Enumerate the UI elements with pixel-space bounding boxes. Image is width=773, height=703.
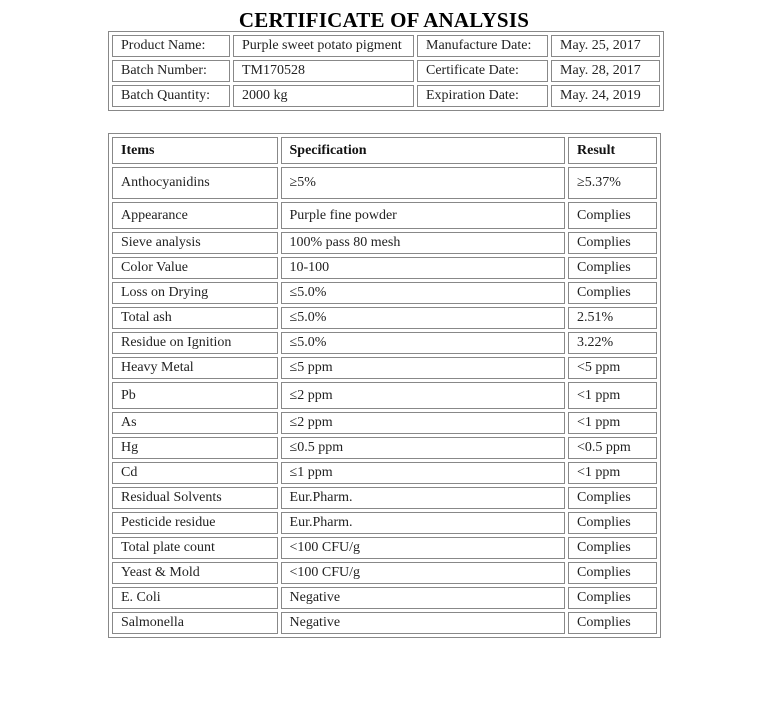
table-row bbox=[112, 412, 657, 434]
table-row bbox=[112, 282, 657, 304]
item-cell: Color Value bbox=[112, 257, 278, 279]
spec-cell: <100 CFU/g bbox=[281, 537, 566, 559]
item-cell: Residue on Ignition bbox=[112, 332, 278, 354]
spec-cell: ≤2 ppm bbox=[281, 412, 566, 434]
item-cell: Anthocyanidins bbox=[112, 167, 278, 199]
spec-cell: ≥5% bbox=[281, 167, 566, 199]
spec-cell: Negative bbox=[281, 612, 566, 634]
item-cell: Appearance bbox=[112, 202, 278, 229]
manufacture-date-label: Manufacture Date: bbox=[417, 35, 548, 57]
table-row bbox=[112, 232, 657, 254]
batch-quantity-label: Batch Quantity: bbox=[112, 85, 230, 107]
table-row bbox=[112, 462, 657, 484]
spec-cell: ≤5.0% bbox=[281, 307, 566, 329]
product-info-table bbox=[108, 31, 664, 111]
header-result: Result bbox=[568, 137, 657, 164]
result-cell: Complies bbox=[568, 257, 657, 279]
info-row bbox=[112, 35, 660, 57]
expiration-date-label: Expiration Date: bbox=[417, 85, 548, 107]
table-row bbox=[112, 587, 657, 609]
result-cell: Complies bbox=[568, 512, 657, 534]
result-cell: Complies bbox=[568, 537, 657, 559]
manufacture-date-value: May. 25, 2017 bbox=[551, 35, 660, 57]
table-row bbox=[112, 357, 657, 379]
item-cell: Residual Solvents bbox=[112, 487, 278, 509]
spec-cell: ≤5.0% bbox=[281, 282, 566, 304]
item-cell: Hg bbox=[112, 437, 278, 459]
spec-cell: ≤5.0% bbox=[281, 332, 566, 354]
result-cell: Complies bbox=[568, 282, 657, 304]
result-cell: <5 ppm bbox=[568, 357, 657, 379]
result-cell: 3.22% bbox=[568, 332, 657, 354]
certificate-date-value: May. 28, 2017 bbox=[551, 60, 660, 82]
batch-number-value: TM170528 bbox=[233, 60, 414, 82]
batch-quantity-value: 2000 kg bbox=[233, 85, 414, 107]
table-row bbox=[112, 437, 657, 459]
page-title: CERTIFICATE OF ANALYSIS bbox=[238, 8, 530, 32]
item-cell: Yeast & Mold bbox=[112, 562, 278, 584]
table-header-row bbox=[112, 137, 657, 164]
spec-cell: 10-100 bbox=[281, 257, 566, 279]
result-cell: Complies bbox=[568, 202, 657, 229]
item-cell: Cd bbox=[112, 462, 278, 484]
table-row bbox=[112, 167, 657, 199]
result-cell: <1 ppm bbox=[568, 382, 657, 409]
spec-cell: Eur.Pharm. bbox=[281, 512, 566, 534]
result-cell: <0.5 ppm bbox=[568, 437, 657, 459]
info-row bbox=[112, 60, 660, 82]
item-cell: As bbox=[112, 412, 278, 434]
result-cell: Complies bbox=[568, 487, 657, 509]
spec-cell: <100 CFU/g bbox=[281, 562, 566, 584]
item-cell: Sieve analysis bbox=[112, 232, 278, 254]
result-cell: Complies bbox=[568, 612, 657, 634]
spec-cell: ≤5 ppm bbox=[281, 357, 566, 379]
table-row bbox=[112, 257, 657, 279]
spec-cell: ≤0.5 ppm bbox=[281, 437, 566, 459]
table-row bbox=[112, 382, 657, 409]
table-row bbox=[112, 537, 657, 559]
spec-cell: Purple fine powder bbox=[281, 202, 566, 229]
table-row bbox=[112, 562, 657, 584]
batch-number-label: Batch Number: bbox=[112, 60, 230, 82]
spec-cell: ≤2 ppm bbox=[281, 382, 566, 409]
result-cell: 2.51% bbox=[568, 307, 657, 329]
table-row bbox=[112, 487, 657, 509]
table-row bbox=[112, 202, 657, 229]
result-cell: <1 ppm bbox=[568, 462, 657, 484]
spec-cell: Negative bbox=[281, 587, 566, 609]
item-cell: Pb bbox=[112, 382, 278, 409]
product-name-label: Product Name: bbox=[112, 35, 230, 57]
result-cell: Complies bbox=[568, 232, 657, 254]
result-cell: Complies bbox=[568, 562, 657, 584]
expiration-date-value: May. 24, 2019 bbox=[551, 85, 660, 107]
header-items: Items bbox=[112, 137, 278, 164]
item-cell: E. Coli bbox=[112, 587, 278, 609]
item-cell: Total plate count bbox=[112, 537, 278, 559]
result-cell: ≥5.37% bbox=[568, 167, 657, 199]
analysis-table bbox=[108, 133, 661, 638]
info-row bbox=[112, 85, 660, 107]
spec-cell: 100% pass 80 mesh bbox=[281, 232, 566, 254]
table-row bbox=[112, 612, 657, 634]
item-cell: Pesticide residue bbox=[112, 512, 278, 534]
item-cell: Loss on Drying bbox=[112, 282, 278, 304]
product-name-value: Purple sweet potato pigment bbox=[233, 35, 414, 57]
spec-cell: ≤1 ppm bbox=[281, 462, 566, 484]
item-cell: Total ash bbox=[112, 307, 278, 329]
certificate-date-label: Certificate Date: bbox=[417, 60, 548, 82]
table-row bbox=[112, 512, 657, 534]
item-cell: Heavy Metal bbox=[112, 357, 278, 379]
item-cell: Salmonella bbox=[112, 612, 278, 634]
header-specification: Specification bbox=[281, 137, 566, 164]
spec-cell: Eur.Pharm. bbox=[281, 487, 566, 509]
table-row bbox=[112, 332, 657, 354]
table-row bbox=[112, 307, 657, 329]
result-cell: Complies bbox=[568, 587, 657, 609]
result-cell: <1 ppm bbox=[568, 412, 657, 434]
